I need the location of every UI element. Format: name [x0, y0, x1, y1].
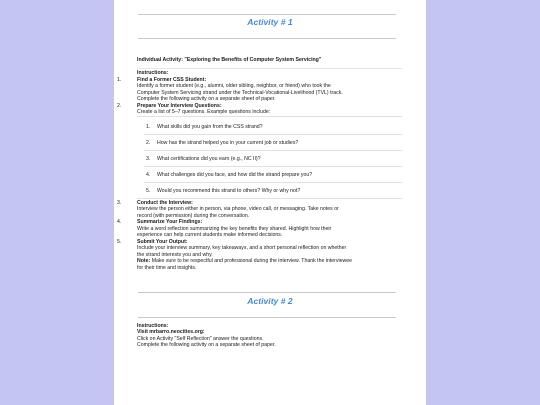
step-title: Conduct the Interview:: [137, 199, 193, 206]
activity-2-line: Complete the following activity on a separate sheet of paper.: [137, 342, 276, 348]
activity-2-title: Activity # 2: [247, 296, 293, 306]
step-line: experience can help current students make informed decisions.: [137, 232, 283, 238]
question-number: 2.: [146, 139, 151, 146]
step-title: Find a Former CSS Student:: [137, 76, 207, 83]
activity-2-divider: [138, 292, 396, 293]
step-line: Include your interview summary, key takeaways, and a short personal reflection on whether: [137, 245, 347, 251]
activity-2-visit-line: Visit mrbarro.neocities.org:: [137, 329, 205, 335]
step-number: 1.: [117, 76, 122, 83]
divider: [144, 150, 402, 151]
step-line: Create a list of 5–7 questions. Example questions include:: [137, 109, 271, 115]
activity-1-title: Activity # 1: [247, 17, 293, 27]
question-text: What challenges did you face, and how did the strand prepare you?: [157, 171, 313, 178]
question-text: How has the strand helped you in your current job or studies?: [157, 139, 299, 146]
title-divider: [138, 38, 396, 39]
question-number: 4.: [146, 171, 151, 178]
step-number: 2.: [117, 102, 122, 109]
note-line: for their time and insights.: [137, 264, 197, 271]
question-number: 5.: [146, 187, 151, 194]
top-divider: [138, 14, 396, 15]
document-page: [114, 0, 426, 405]
step-number: 3.: [117, 199, 122, 206]
heading-divider: [137, 68, 402, 69]
question-number: 3.: [146, 155, 151, 162]
note-label: Note:: [137, 258, 151, 264]
divider: [144, 166, 402, 167]
divider: [144, 182, 402, 183]
question-text: What certifications did you earn (e.g., NC II)?: [157, 155, 261, 162]
divider: [137, 198, 402, 199]
activity-1-heading: Individual Activity: "Exploring the Benefits of Computer System Servicing": [137, 57, 322, 63]
step-line: Identify a former student (e.g., alumni, older sibling, neighbor, or friend) who took the: [137, 83, 331, 89]
instructions-label: Instructions:: [137, 70, 169, 76]
step-number: 4.: [117, 219, 122, 225]
step-line: Write a word reflection summarizing the key benefits they shared. Highlight how their: [137, 225, 332, 232]
step-line: the strand interests you and why.: [137, 251, 213, 258]
step-line: Computer System Servicing strand under the Technical-Vocational-Livelihood (TVL) track.: [137, 89, 343, 96]
step-line: record (with permission) during the conversation.: [137, 212, 250, 219]
step-line: Interview the person either in person, via phone, video call, or messaging. Take notes or: [137, 206, 339, 212]
activity-2-instructions-label: Instructions:: [137, 322, 169, 329]
question-number: 1.: [146, 123, 151, 130]
step-title: Prepare Your Interview Questions:: [137, 102, 222, 109]
activity-2-title-divider: [138, 317, 396, 318]
step-title: Summarize Your Findings:: [137, 219, 203, 225]
question-text: Would you recommend this strand to others? Why or why not?: [157, 187, 301, 194]
question-text: What skills did you gain from the CSS strand?: [157, 123, 263, 130]
divider: [137, 116, 402, 117]
divider: [144, 134, 402, 135]
step-title: Submit Your Output:: [137, 238, 188, 245]
note-text: Make sure to be respectful and professional during the interview. Thank the interviewee: [150, 258, 353, 264]
step-line: Complete the following activity on a separate sheet of paper.: [137, 96, 276, 102]
step-number: 5.: [117, 238, 122, 245]
activity-2-line: Click on Activity "Self Reflection" answer the questions.: [137, 335, 264, 342]
